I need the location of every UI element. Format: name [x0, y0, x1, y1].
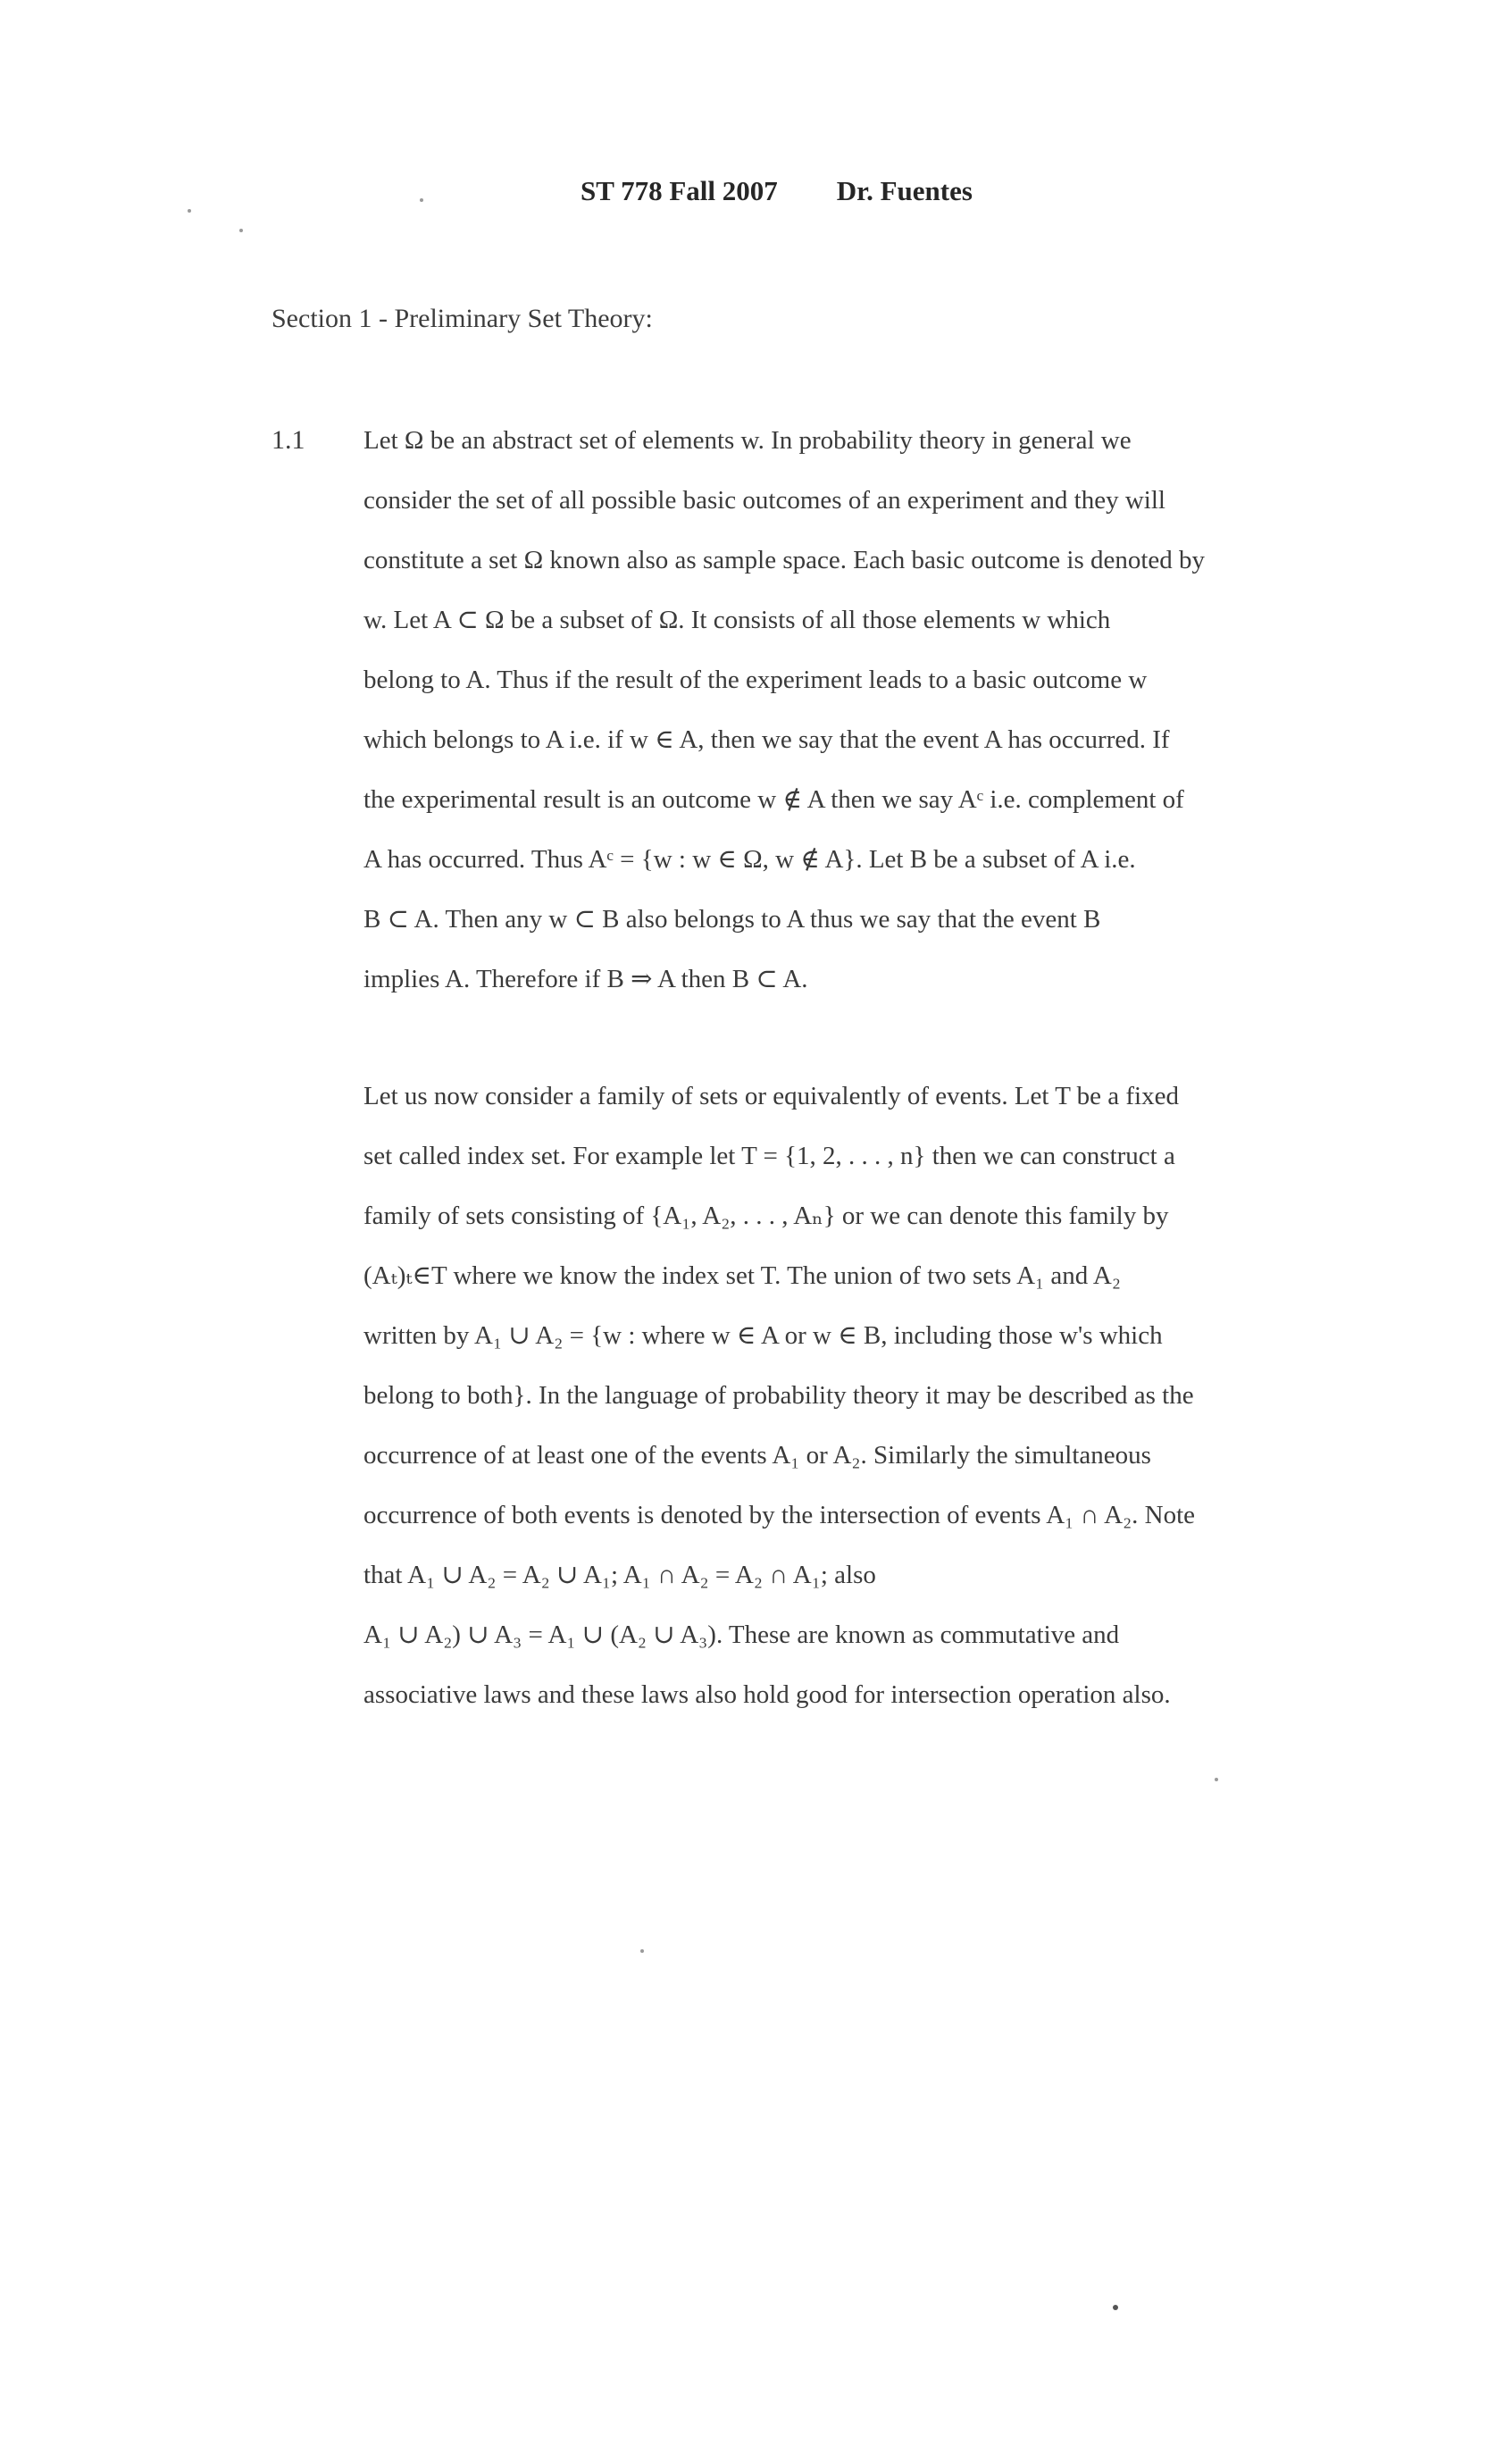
- paragraph-line: occurrence of at least one of the events A₁ or A₂. Similarly the simultaneous: [363, 1441, 1151, 1470]
- paragraph-line: A₁ ∪ A₂) ∪ A₃ = A₁ ∪ (A₂ ∪ A₃). These are known as commutative and: [363, 1621, 1120, 1649]
- paragraph-line: family of sets consisting of {A₁, A₂, . . . , Aₙ} or we can denote this family by: [363, 1202, 1169, 1230]
- paragraph-line: written by A₁ ∪ A₂ = {w : where w ∈ A or w ∈ B, including those w's which: [363, 1321, 1163, 1350]
- paragraph-line: consider the set of all possible basic outcomes of an experiment and they will: [363, 486, 1165, 515]
- paragraph-line: belong to A. Thus if the result of the experiment leads to a basic outcome w: [363, 666, 1148, 694]
- scan-speck: [1113, 2305, 1118, 2310]
- paragraph-line: occurrence of both events is denoted by the intersection of events A₁ ∩ A₂. Note: [363, 1501, 1196, 1529]
- paragraph-line: the experimental result is an outcome w ∉ A then we say Aᶜ i.e. complement of: [363, 785, 1184, 814]
- paragraph-1: [363, 425, 1332, 1024]
- paragraph-line: set called index set. For example let T = {1, 2, . . . , n} then we can construct a: [363, 1142, 1175, 1170]
- paragraph-line: associative laws and these laws also hold good for intersection operation also.: [363, 1680, 1171, 1709]
- paragraph-line: (Aₜ)ₜ∈T where we know the index set T. The union of two sets A₁ and A₂: [363, 1261, 1121, 1290]
- scan-speck: [1215, 1778, 1218, 1781]
- paragraph-line: which belongs to A i.e. if w ∈ A, then we say that the event A has occurred. If: [363, 725, 1170, 754]
- course-title: ST 778 Fall 2007: [581, 175, 778, 206]
- item-number: 1.1: [271, 425, 305, 455]
- paragraph-line: B ⊂ A. Then any w ⊂ B also belongs to A thus we say that the event B: [363, 905, 1101, 934]
- scan-speck: [188, 209, 191, 213]
- instructor-name: Dr. Fuentes: [836, 175, 973, 206]
- paragraph-line: Let us now consider a family of sets or equivalently of events. Let T be a fixed: [363, 1082, 1179, 1110]
- paragraph-line: that A₁ ∪ A₂ = A₂ ∪ A₁; A₁ ∩ A₂ = A₂ ∩ A₁; also: [363, 1561, 876, 1589]
- section-title: Section 1 - Preliminary Set Theory:: [271, 304, 653, 333]
- paragraph-line: A has occurred. Thus Aᶜ = {w : w ∈ Ω, w ∉ A}. Let B be a subset of A i.e.: [363, 845, 1136, 874]
- paragraph-line: implies A. Therefore if B ⇒ A then B ⊂ A.: [363, 965, 808, 993]
- paragraph-line: Let Ω be an abstract set of elements w. In probability theory in general we: [363, 426, 1132, 455]
- scan-speck: [420, 198, 423, 202]
- paragraph-line: belong to both}. In the language of probability theory it may be described as the: [363, 1381, 1194, 1410]
- scan-speck: [640, 1949, 644, 1953]
- paragraph-2: [363, 1081, 1332, 1739]
- scan-speck: [239, 229, 243, 232]
- paragraph-line: constitute a set Ω known also as sample space. Each basic outcome is denoted by: [363, 546, 1206, 574]
- paragraph-line: w. Let A ⊂ Ω be a subset of Ω. It consists of all those elements w which: [363, 606, 1111, 634]
- page-header: [581, 175, 973, 207]
